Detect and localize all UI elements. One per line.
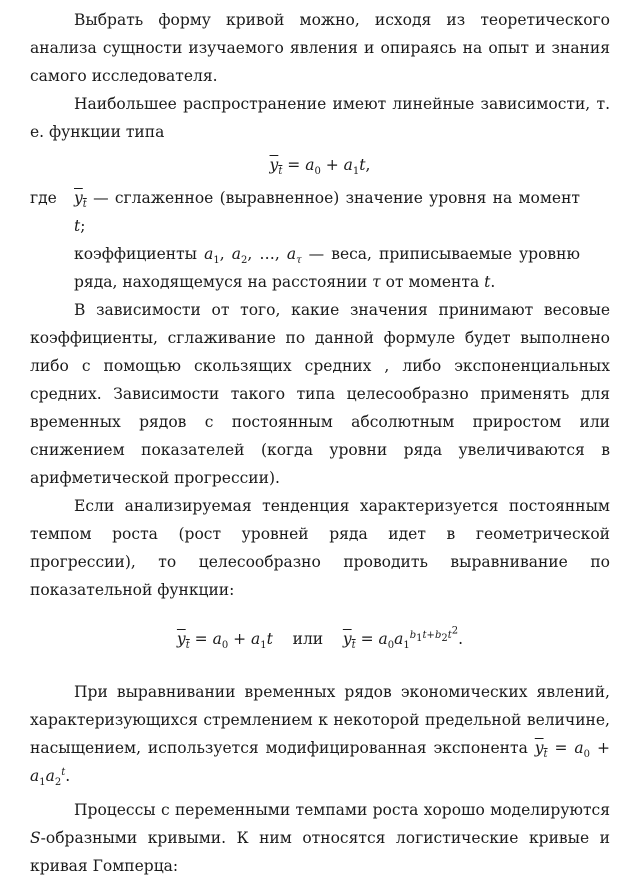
where-definition-coefficients: коэффициенты $a_1$, $a_2$, …, $a_\tau$ — веса, приписываемые уровню ряда, находящемуся на расстоянии τ от момента t.: [74, 245, 580, 291]
where-definition-yt-text: — сглаженное (выравненное) значение уровня на момент: [93, 189, 580, 207]
paragraph-s-curves-a: Процессы с переменными темпами роста хорошо моделируются: [74, 801, 610, 819]
paragraph-s-curves-b: -образными кривыми. К ним относятся логистические кривые и кривая Гомперца:: [30, 829, 610, 875]
where-body: [74, 184, 610, 296]
where-coefficients-from: от момента: [385, 273, 480, 291]
formula-linear: $y_t = a_0 + a_1t$,: [269, 156, 371, 178]
formula-exponential: $y_t = a_0 + a_1t$ или $y_t = a_0a_1^{b_1t+b_2t^2}$.: [176, 625, 464, 652]
paragraph-growth-rate: Если анализируемая тенденция характеризуется постоянным темпом роста (рост уровней ряда идет в геометрической прогрессии), то целесообразно проводить выравнивание по показательной функции:: [30, 497, 610, 599]
paragraph-saturation-text: При выравнивании временных рядов экономических явлений, характеризующихся стремлением к некоторой предельной величине, насыщением, используется модифицированная экспонента: [30, 683, 610, 757]
where-definition-yt: $y_t$ — сглаженное (выравненное) значение уровня на момент t;: [74, 189, 580, 235]
where-block: [30, 184, 610, 296]
paragraph-s-letter: S: [30, 829, 41, 847]
formula-or-word: или: [292, 630, 324, 648]
where-coefficients-label: коэффициенты: [74, 245, 198, 263]
paragraph-weight-coefficients: В зависимости от того, какие значения принимают весовые коэффициенты, сглаживание по данной формуле будет выполнено либо с помощью скользящих средних , либо экспоненциальных средних. Зависимости такого типа целесообразно применять для временных рядов с постоянным абсолютным приростом или снижением показателей (когда уровни ряда увеличиваются в арифметической прогрессии).: [30, 301, 610, 487]
where-label: где: [30, 189, 57, 207]
paragraph-saturation: При выравнивании временных рядов экономических явлений, характеризующихся стремлением к некоторой предельной величине, насыщением, используется модифицированная экспонента $y_t = a_0 + a_1a_2^t$.: [30, 683, 610, 789]
paragraph-linear-dependencies: Наибольшее распространение имеют линейные зависимости, т. е. функции типа: [30, 95, 610, 141]
document-page: [30, 6, 610, 880]
paragraph-curve-choice: Выбрать форму кривой можно, исходя из теоретического анализа сущности изучаемого явления и опираясь на опыт и знания самого исследователя.: [30, 11, 610, 85]
where-coefficients-text: — веса, приписываемые уровню ряда, находящемуся на расстоянии: [74, 245, 580, 291]
paragraph-s-curves: [30, 796, 610, 880]
